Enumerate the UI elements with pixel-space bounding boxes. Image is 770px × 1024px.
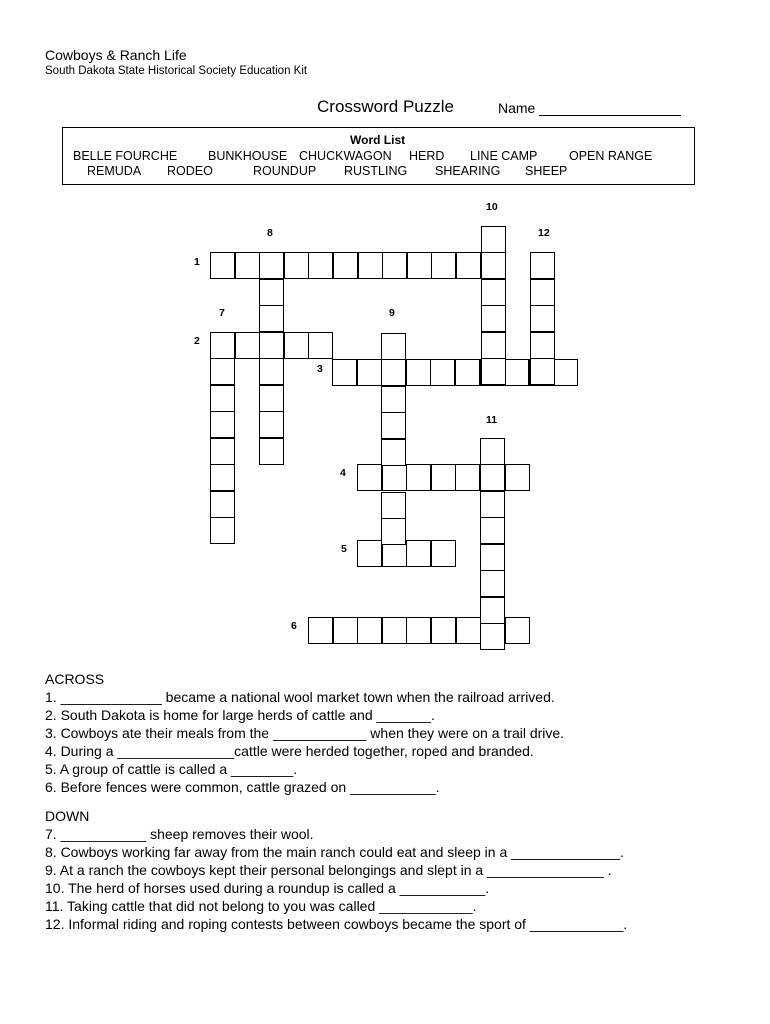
crossword-cell[interactable] <box>530 358 555 385</box>
crossword-cell[interactable] <box>480 544 505 571</box>
clue-number: 10 <box>486 201 498 213</box>
crossword-cell[interactable] <box>235 252 260 279</box>
word-list-item: BUNKHOUSE <box>208 149 288 163</box>
word-list-item: SHEARING <box>435 164 501 178</box>
crossword-cell[interactable] <box>259 279 284 306</box>
crossword-cell[interactable] <box>308 617 333 644</box>
crossword-cell[interactable] <box>553 359 578 386</box>
crossword-cell[interactable] <box>381 412 406 439</box>
name-line[interactable] <box>539 115 681 116</box>
clue-number: 2 <box>194 335 200 347</box>
crossword-cell[interactable] <box>381 386 406 413</box>
across-clue: 3. Cowboys ate their meals from the ____________ when they were on a trail drive. <box>45 725 565 741</box>
clue-number: 9 <box>389 307 395 319</box>
crossword-cell[interactable] <box>481 305 506 332</box>
crossword-cell[interactable] <box>333 252 358 279</box>
crossword-cell[interactable] <box>210 411 235 438</box>
crossword-cell[interactable] <box>259 411 284 438</box>
crossword-cell[interactable] <box>481 252 506 279</box>
crossword-cell[interactable] <box>210 252 235 279</box>
clue-number: 8 <box>267 227 273 239</box>
crossword-cell[interactable] <box>381 492 406 519</box>
crossword-cell[interactable] <box>530 279 555 306</box>
crossword-cell[interactable] <box>480 517 505 544</box>
crossword-cell[interactable] <box>407 252 432 279</box>
crossword-cell[interactable] <box>382 252 407 279</box>
crossword-cell[interactable] <box>406 617 431 644</box>
down-clue: 8. Cowboys working far away from the main ranch could eat and sleep in a ______________. <box>45 844 625 860</box>
crossword-cell[interactable] <box>382 617 407 644</box>
crossword-cell[interactable] <box>381 439 406 466</box>
word-list-item: HERD <box>409 149 445 163</box>
across-clue: 2. South Dakota is home for large herds of cattle and _______. <box>45 707 435 723</box>
crossword-cell[interactable] <box>431 252 456 279</box>
word-list-item: REMUDA <box>87 164 142 178</box>
crossword-cell[interactable] <box>455 359 480 386</box>
down-clue: 10. The herd of horses used during a roundup is called a ___________. <box>45 880 490 896</box>
word-list-item: BELLE FOURCHE <box>73 149 178 163</box>
crossword-cell[interactable] <box>210 438 235 465</box>
crossword-cell[interactable] <box>455 464 480 491</box>
clue-number: 1 <box>194 256 200 268</box>
crossword-cell[interactable] <box>456 252 481 279</box>
clue-number: 7 <box>219 307 225 319</box>
down-clue: 12. Informal riding and roping contests between cowboys became the sport of ____________. <box>45 916 628 932</box>
crossword-cell[interactable] <box>210 491 235 518</box>
down-clue: 7. ___________ sheep removes their wool. <box>45 826 314 842</box>
crossword-cell[interactable] <box>481 358 506 385</box>
clue-number: 4 <box>340 467 346 479</box>
word-list-box <box>62 127 695 185</box>
crossword-cell[interactable] <box>259 305 284 332</box>
crossword-cell[interactable] <box>259 385 284 412</box>
crossword-cell[interactable] <box>210 358 235 385</box>
crossword-cell[interactable] <box>259 358 284 385</box>
crossword-cell[interactable] <box>480 438 505 465</box>
crossword-cell[interactable] <box>406 540 431 567</box>
crossword-cell[interactable] <box>210 517 235 544</box>
crossword-cell[interactable] <box>381 333 406 360</box>
crossword-cell[interactable] <box>431 540 456 567</box>
crossword-cell[interactable] <box>431 464 456 491</box>
crossword-cell[interactable] <box>357 464 382 491</box>
crossword-cell[interactable] <box>210 464 235 491</box>
crossword-cell[interactable] <box>357 540 382 567</box>
word-list-item: ROUNDUP <box>253 164 317 178</box>
crossword-cell[interactable] <box>358 252 383 279</box>
clue-number: 11 <box>486 414 498 426</box>
crossword-cell[interactable] <box>456 617 481 644</box>
across-clue: 4. During a _______________cattle were herded together, roped and branded. <box>45 743 534 759</box>
crossword-cell[interactable] <box>357 359 382 386</box>
crossword-cell[interactable] <box>431 617 456 644</box>
word-list-item: SHEEP <box>525 164 568 178</box>
crossword-cell[interactable] <box>504 359 529 386</box>
clue-number: 12 <box>538 227 550 239</box>
across-clue: 5. A group of cattle is called a ________. <box>45 761 298 777</box>
across-heading: ACROSS <box>45 671 105 687</box>
crossword-cell[interactable] <box>480 464 505 491</box>
crossword-cell[interactable] <box>332 359 357 386</box>
crossword-cell[interactable] <box>530 252 555 279</box>
word-list-item: LINE CAMP <box>470 149 538 163</box>
word-list-item: RODEO <box>167 164 213 178</box>
crossword-cell[interactable] <box>480 491 505 518</box>
crossword-cell[interactable] <box>357 617 382 644</box>
crossword-cell[interactable] <box>430 359 455 386</box>
crossword-cell[interactable] <box>259 252 284 279</box>
document-title: Cowboys & Ranch Life <box>45 47 187 63</box>
name-label: Name <box>498 100 536 116</box>
crossword-cell[interactable] <box>381 359 406 386</box>
crossword-cell[interactable] <box>505 464 530 491</box>
crossword-cell[interactable] <box>480 623 505 650</box>
crossword-cell[interactable] <box>480 570 505 597</box>
clue-number: 3 <box>317 363 323 375</box>
clue-number: 5 <box>341 543 347 555</box>
word-list-item: OPEN RANGE <box>569 149 653 163</box>
crossword-cell[interactable] <box>481 332 506 359</box>
across-clue: 1. _____________ became a national wool market town when the railroad arrived. <box>45 689 555 705</box>
word-list-item: RUSTLING <box>344 164 408 178</box>
document-subtitle: South Dakota State Historical Society Education Kit <box>45 65 308 77</box>
crossword-cell[interactable] <box>259 438 284 465</box>
crossword-cell[interactable] <box>235 332 260 359</box>
crossword-cell[interactable] <box>308 332 333 359</box>
down-clue: 11. Taking cattle that did not belong to you was called ____________. <box>45 898 477 914</box>
crossword-cell[interactable] <box>505 617 530 644</box>
crossword-cell[interactable] <box>210 332 235 359</box>
crossword-cell[interactable] <box>481 226 506 253</box>
crossword-cell[interactable] <box>406 359 431 386</box>
crossword-cell[interactable] <box>210 385 235 412</box>
crossword-cell[interactable] <box>530 332 555 359</box>
crossword-cell[interactable] <box>382 464 407 491</box>
word-list-item: CHUCKWAGON <box>299 149 392 163</box>
crossword-cell[interactable] <box>406 464 431 491</box>
clue-number: 6 <box>291 620 297 632</box>
crossword-cell[interactable] <box>481 279 506 306</box>
down-heading: DOWN <box>45 808 90 824</box>
word-list-title: Word List <box>350 133 406 147</box>
crossword-cell[interactable] <box>284 332 309 359</box>
crossword-cell[interactable] <box>259 332 284 359</box>
crossword-cell[interactable] <box>284 252 309 279</box>
down-clue: 9. At a ranch the cowboys kept their personal belongings and slept in a _______________ . <box>45 862 612 878</box>
crossword-cell[interactable] <box>308 252 333 279</box>
crossword-cell[interactable] <box>333 617 358 644</box>
across-clue: 6. Before fences were common, cattle grazed on ___________. <box>45 779 440 795</box>
puzzle-title: Crossword Puzzle <box>317 97 454 116</box>
crossword-cell[interactable] <box>480 597 505 624</box>
crossword-cell[interactable] <box>381 518 406 545</box>
crossword-cell[interactable] <box>530 305 555 332</box>
